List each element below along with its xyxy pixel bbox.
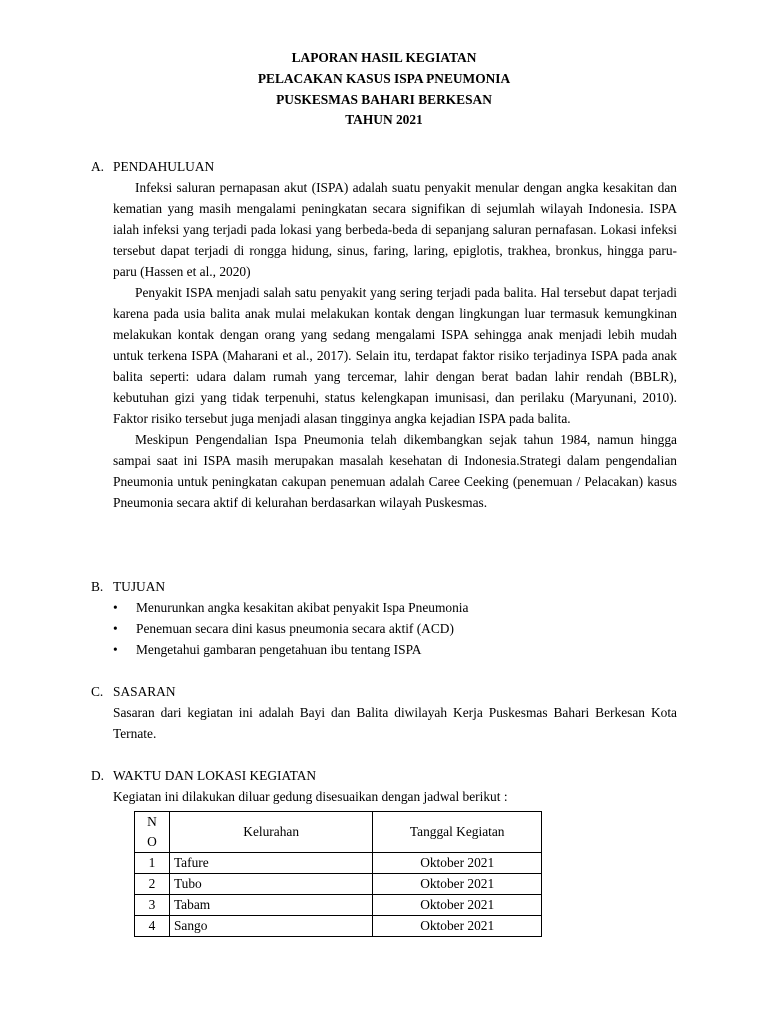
bullet-icon: •	[113, 642, 118, 657]
header-tanggal: Tanggal Kegiatan	[373, 812, 542, 853]
paragraph: Penyakit ISPA menjadi salah satu penyakit yang sering terjadi pada balita. Hal tersebut dapat terjadi karena pada usia balita anak mulai melakukan kontak dengan lingkungan luar termasuk kemungkinan melakukan kontak dengan orang yang sedang mengalami ISPA sehingga anak menjadi lebih mudah untuk terkena ISPA (Maharani et al., 2017). Selain itu, terdapat faktor risiko terjadinya ISPA pada anak balita seperti: udara dalam rumah yang tercemar, lahir dengan berat badan lahir rendah (BBLR), kebutuhan gizi yang tidak terpenuhi, status kelengkapan imunisasi, dan perilaku (Maryunani, 2010). Faktor risiko tersebut juga menjadi alasan tingginya angka kejadian ISPA pada balita.	[113, 285, 677, 426]
section-tujuan	[91, 576, 677, 660]
bullet-icon: •	[113, 621, 118, 636]
table-row	[135, 874, 542, 895]
cell-kelurahan: Tubo	[169, 874, 372, 895]
section-heading	[91, 765, 677, 786]
section-pendahuluan	[91, 156, 677, 513]
section-title: PENDAHULUAN	[113, 159, 215, 174]
cell-kelurahan: Tafure	[169, 853, 372, 874]
section-waktu-lokasi	[91, 765, 677, 807]
report-title	[0, 48, 768, 131]
list-item-text: Penemuan secara dini kasus pneumonia secara aktif (ACD)	[136, 621, 454, 636]
section-heading	[91, 681, 677, 702]
cell-tanggal: Oktober 2021	[373, 895, 542, 916]
cell-no: 3	[135, 895, 170, 916]
cell-no: 2	[135, 874, 170, 895]
objectives-list	[113, 597, 677, 660]
table-row	[135, 853, 542, 874]
section-title: TUJUAN	[113, 579, 166, 594]
header-no-bottom: O	[147, 834, 157, 849]
section-letter: A.	[91, 159, 105, 174]
section-body: Sasaran dari kegiatan ini adalah Bayi dan Balita diwilayah Kerja Puskesmas Bahari Berkesan Kota Ternate.	[113, 705, 677, 741]
section-body	[113, 177, 677, 513]
cell-tanggal: Oktober 2021	[373, 874, 542, 895]
title-line-4: TAHUN 2021	[345, 112, 423, 128]
cell-no: 4	[135, 916, 170, 937]
cell-kelurahan: Sango	[169, 916, 372, 937]
list-item	[113, 639, 677, 660]
list-item-text: Mengetahui gambaran pengetahuan ibu tentang ISPA	[136, 642, 422, 657]
title-line-2: PELACAKAN KASUS ISPA PNEUMONIA	[257, 70, 511, 86]
section-letter: C.	[91, 684, 104, 699]
paragraph: Infeksi saluran pernapasan akut (ISPA) adalah suatu penyakit menular dengan angka kesakitan dan kematian yang masih mengalami peningkatan secara signifikan di sejumlah wilayah Indonesia. ISPA ialah infeksi yang terjadi pada lokasi yang berbeda-beda di sepanjang saluran pernafasan. Lokasi infeksi tersebut dapat terjadi di rongga hidung, sinus, faring, laring, epiglotis, trakhea, bronkus, hingga paru-paru (Hassen et al., 2020)	[113, 180, 677, 279]
section-intro: Kegiatan ini dilakukan diluar gedung disesuaikan dengan jadwal berikut :	[113, 789, 508, 804]
bullet-icon: •	[113, 600, 118, 615]
section-heading	[91, 576, 677, 597]
schedule-table	[134, 811, 542, 937]
table-row	[135, 895, 542, 916]
cell-no: 1	[135, 853, 170, 874]
cell-tanggal: Oktober 2021	[373, 916, 542, 937]
table-header-row	[135, 812, 542, 853]
list-item	[113, 597, 677, 618]
section-heading	[91, 156, 677, 177]
section-letter: B.	[91, 579, 104, 594]
cell-kelurahan: Tabam	[169, 895, 372, 916]
table-row	[135, 916, 542, 937]
title-line-3: PUSKESMAS BAHARI BERKESAN	[276, 91, 492, 107]
list-item	[113, 618, 677, 639]
header-no	[135, 812, 170, 853]
section-letter: D.	[91, 768, 105, 783]
header-kelurahan: Kelurahan	[169, 812, 372, 853]
list-item-text: Menurunkan angka kesakitan akibat penyakit Ispa Pneumonia	[136, 600, 469, 615]
section-sasaran	[91, 681, 677, 744]
cell-tanggal: Oktober 2021	[373, 853, 542, 874]
title-line-1: LAPORAN HASIL KEGIATAN	[291, 50, 477, 65]
section-title: WAKTU DAN LOKASI KEGIATAN	[113, 768, 317, 783]
paragraph: Meskipun Pengendalian Ispa Pneumonia telah dikembangkan sejak tahun 1984, namun hingga sampai saat ini ISPA masih merupakan masalah kesehatan di Indonesia.Strategi dalam pengendalian Pneumonia untuk peningkatan cakupan penemuan adalah Caree Ceeking (penemuan / Pelacakan) kasus Pneumonia secara aktif di kelurahan berdasarkan wilayah Puskesmas.	[113, 432, 677, 510]
header-no-top: N	[147, 814, 157, 829]
section-title: SASARAN	[113, 684, 176, 699]
